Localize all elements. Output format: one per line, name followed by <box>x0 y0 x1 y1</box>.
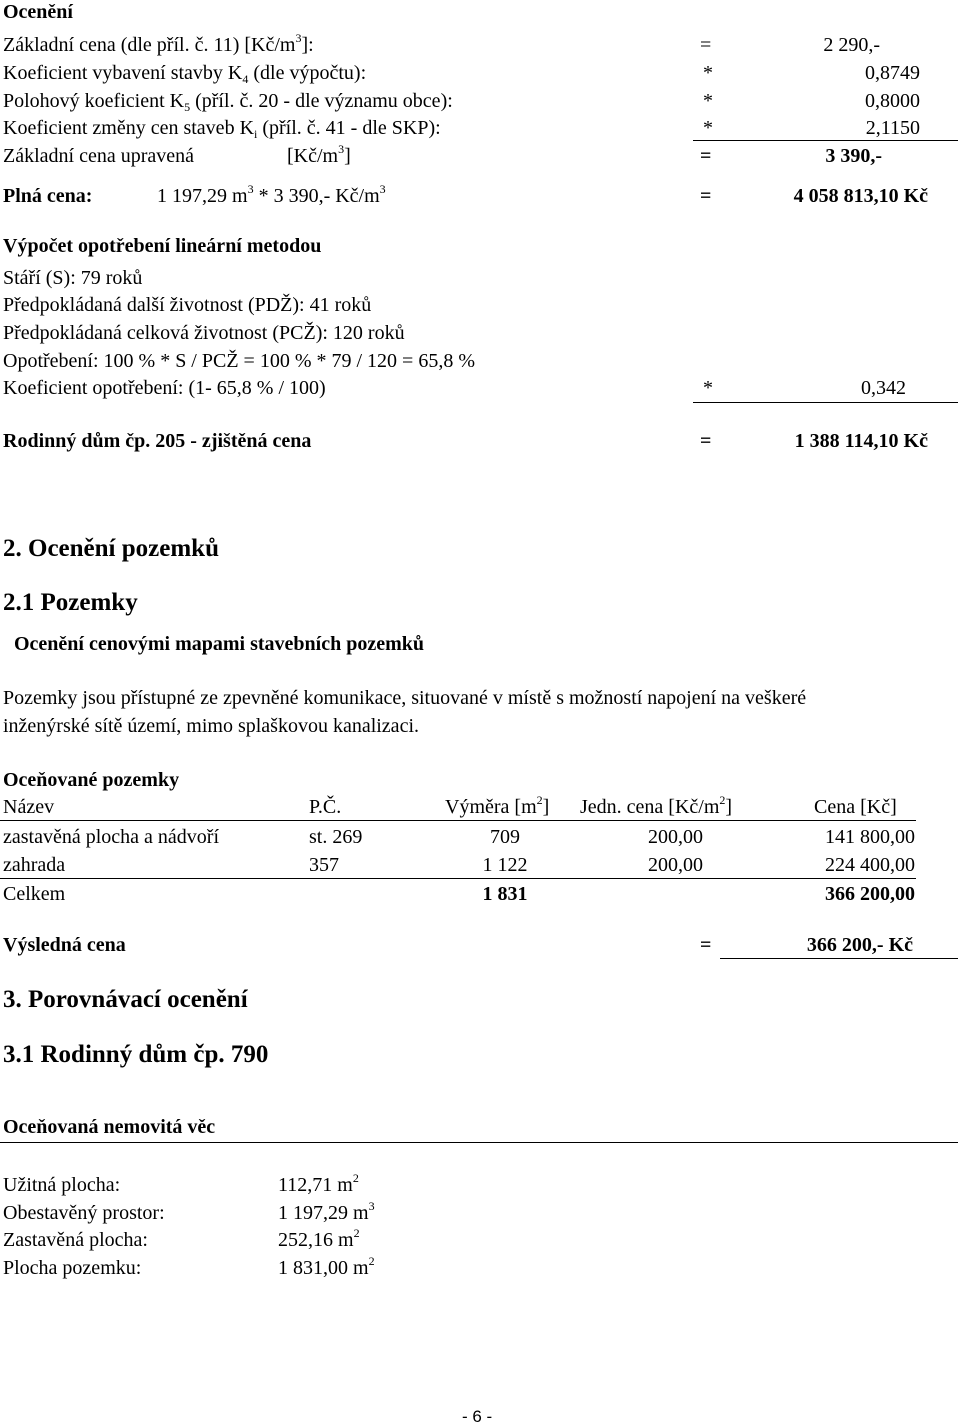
col-header-nazev: Název <box>3 796 55 818</box>
row-upravena-value: 3 390,- <box>825 145 882 167</box>
row-upravena-op: = <box>700 145 712 167</box>
vysledna-cena-value: 366 200,- Kč <box>806 934 913 956</box>
row-koef-zmeny-op: * <box>703 117 713 139</box>
row-koef-polohovy-label: Polohový koeficient $K_5$ (příl. č. 20 - dle významu obce): <box>3 90 453 114</box>
heading-oceneni-pozemku: 2. Ocenění pozemků <box>3 535 219 562</box>
param-label: Užitná plocha: <box>3 1174 121 1196</box>
table-total-vymera: 1 831 <box>482 883 528 905</box>
table-row-vymera: 1 122 <box>482 854 528 876</box>
koef-opotrebeni-value: 0,342 <box>861 377 906 399</box>
row-koef-vybaveni-label: Koeficient vybavení stavby $K_4$ (dle výpočtu): <box>3 62 367 86</box>
row-zakladni-cena-value: 2 290,- <box>823 34 880 56</box>
subheading-pozemky: 2.1 Pozemky <box>3 589 138 616</box>
row-koef-vybaveni-op: * <box>703 62 713 84</box>
row-plna-calc: 1 197,29 $m^3 * 3$ 390,- $Kč/m^3$ <box>157 182 386 207</box>
param-value: 252,16 $m^2$ <box>278 1226 360 1251</box>
row-zakladni-cena-label: Základní cena (dle příl. č. 11) $[Kč/m^3]$: <box>3 31 314 56</box>
table-row-vymera: 709 <box>490 826 520 848</box>
table-row-pc: 357 <box>309 854 339 876</box>
title-ocenovana-vec: Oceňovaná nemovitá věc <box>3 1116 216 1138</box>
table-row-pc: st. 269 <box>309 826 363 848</box>
table-title-ocenovane-pozemky: Oceňované pozemky <box>3 769 180 791</box>
vysledna-cena-op: = <box>700 934 712 956</box>
opotrebeni-line: Stáří (S): 79 roků <box>3 267 143 289</box>
table-row-cena: 141 800,00 <box>825 826 915 848</box>
row-koef-polohovy-value: 0,8000 <box>865 90 920 112</box>
koef-opotrebeni-label: Koeficient opotřebení: (1- 65,8 % / 100) <box>3 377 326 399</box>
param-label: Obestavěný prostor: <box>3 1202 165 1224</box>
table-row-cena: 224 400,00 <box>825 854 915 876</box>
row-koef-zmeny-value: 2,1150 <box>865 117 920 139</box>
divider-line <box>693 402 958 403</box>
row-koef-vybaveni-value: 0,8749 <box>865 62 920 84</box>
table-row-jedn-cena: 200,00 <box>648 854 703 876</box>
table-total-cena: 366 200,00 <box>825 883 915 905</box>
opotrebeni-line: Předpokládaná celková životnost (PCŽ): 120 roků <box>3 322 405 344</box>
table-header-line <box>0 820 916 821</box>
row-plna-op: = <box>700 185 712 207</box>
row-plna-label: Plná cena: <box>3 185 93 207</box>
vysledna-cena-label: Výsledná cena <box>3 934 126 956</box>
row-zakladni-cena-op: = <box>700 34 712 56</box>
section-title-opotrebeni: Výpočet opotřebení lineární metodou <box>3 235 322 257</box>
method-title: Ocenění cenovými mapami stavebních pozemků <box>14 633 424 655</box>
row-upravena-unit: $[Kč/m^3]$ <box>287 142 351 167</box>
opotrebeni-line: Opotřebení: 100 % * S / PCŽ = 100 % * 79 / 120 = 65,8 % <box>3 350 475 372</box>
row-plna-value: 4 058 813,10 Kč <box>793 185 928 207</box>
table-row-nazev: zastavěná plocha a nádvoří <box>3 826 220 848</box>
heading-porovnavaci-oceneni: 3. Porovnávací ocenění <box>3 986 248 1013</box>
table-total-label: Celkem <box>3 883 66 905</box>
table-total-line <box>0 878 916 879</box>
param-value: 1 197,29 $m^3$ <box>278 1199 375 1224</box>
col-header-cena: Cena [Kč] <box>814 796 897 818</box>
col-header-pc: P.Č. <box>309 796 342 818</box>
koef-opotrebeni-op: * <box>703 377 713 399</box>
row-koef-zmeny-label: Koeficient změny cen staveb $K_i$ (příl. č. 41 - dle SKP): <box>3 117 441 141</box>
table-row-jedn-cena: 200,00 <box>648 826 703 848</box>
param-value: 1 831,00 $m^2$ <box>278 1254 375 1279</box>
divider-line <box>693 140 958 141</box>
zjistena-cena-value: 1 388 114,10 Kč <box>794 430 928 452</box>
row-upravena-label: Základní cena upravená <box>3 145 195 167</box>
col-header-vymera: Výměra $[m^2]$ <box>445 793 550 818</box>
subheading-rodinny-dum: 3.1 Rodinný dům čp. 790 <box>3 1041 269 1068</box>
param-label: Plocha pozemku: <box>3 1257 142 1279</box>
opotrebeni-line: Předpokládaná další životnost (PDŽ): 41 roků <box>3 294 372 316</box>
page-number: - 6 - <box>462 1407 493 1426</box>
zjistena-cena-op: = <box>700 430 712 452</box>
pozemky-paragraph-line: Pozemky jsou přístupné ze zpevněné komunikace, situované v místě s možností napojení na veškeré <box>3 687 807 709</box>
param-label: Zastavěná plocha: <box>3 1229 148 1251</box>
col-header-jedn-cena: Jedn. cena $[Kč/m^2]$ <box>580 793 733 818</box>
zjistena-cena-label: Rodinný dům čp. 205 - zjištěná cena <box>3 430 312 452</box>
table-row-nazev: zahrada <box>3 854 66 876</box>
param-value: 112,71 $m^2$ <box>278 1171 359 1196</box>
title-underline <box>0 1142 958 1143</box>
row-koef-polohovy-op: * <box>703 90 713 112</box>
pozemky-paragraph-line: inženýrské sítě území, mimo splaškovou kanalizaci. <box>3 715 419 737</box>
divider-line <box>720 958 958 959</box>
section-title-oceneni: Ocenění <box>3 1 73 23</box>
